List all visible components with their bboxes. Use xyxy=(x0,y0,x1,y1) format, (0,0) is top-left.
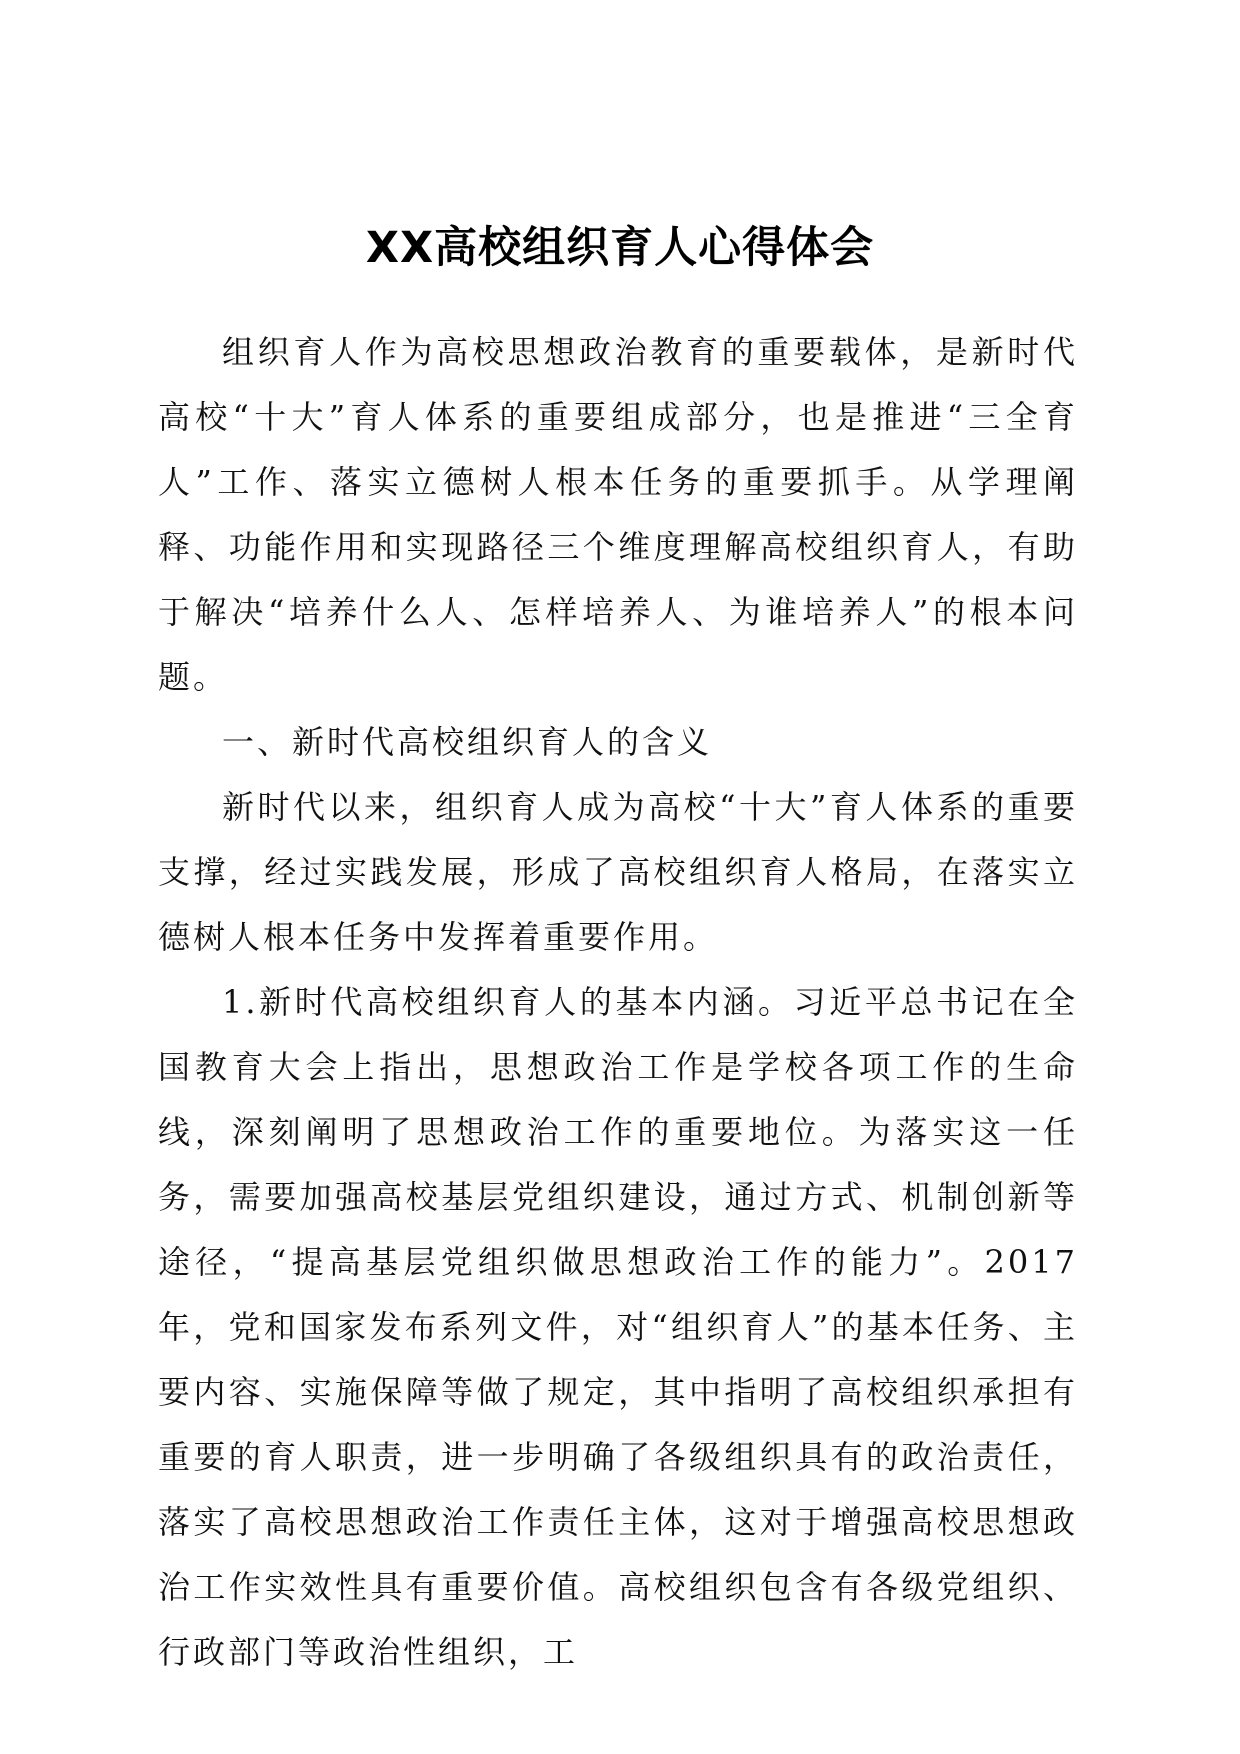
document-title: XX高校组织育人心得体会 xyxy=(365,223,875,273)
document-body xyxy=(158,320,1078,1685)
intro-paragraph: 组织育人作为高校思想政治教育的重要载体，是新时代高校“十大”育人体系的重要组成部分，也是推进“三全育人”工作、落实立德树人根本任务的重要抓手。从学理阐释、功能作用和实现路径三个维度理解高校组织育人，有助于解决“培养什么人、怎样培养人、为谁培养人”的根本问题。 xyxy=(158,333,1078,696)
subsection-paragraph: 1.新时代高校组织育人的基本内涵。习近平总书记在全国教育大会上指出，思想政治工作是学校各项工作的生命线，深刻阐明了思想政治工作的重要地位。为落实这一任务，需要加强高校基层党组织建设，通过方式、机制创新等途径，“提高基层党组织做思想政治工作的能力”。2017年，党和国家发布系列文件，对“组织育人”的基本任务、主要内容、实施保障等做了规定，其中指明了高校组织承担有重要的育人职责，进一步明确了各级组织具有的政治责任，落实了高校思想政治工作责任主体，这对于增强高校思想政治工作实效性具有重要价值。高校组织包含有各级党组织、行政部门等政治性组织，工 xyxy=(158,983,1078,1671)
section-paragraph: 新时代以来，组织育人成为高校“十大”育人体系的重要支撑，经过实践发展，形成了高校组织育人格局，在落实立德树人根本任务中发挥着重要作用。 xyxy=(158,788,1078,956)
section-heading: 一、新时代高校组织育人的含义 xyxy=(222,723,713,761)
